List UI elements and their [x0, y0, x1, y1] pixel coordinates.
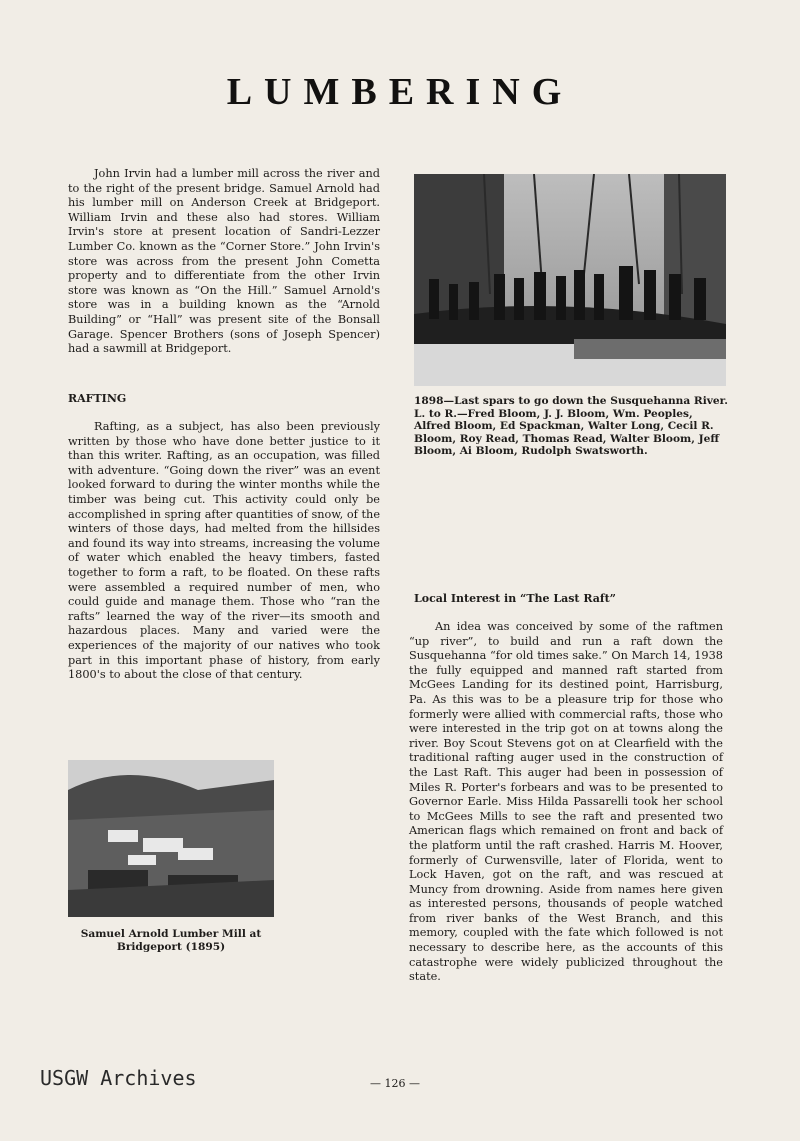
rafting-section — [68, 420, 380, 683]
rafting-paragraph: Rafting, as a subject, has also been previously written by those who have done better justice to it than this writer. Rafting, as an occupation, was filled with adventure. “Going down the river” was an event looked forward to during the winter months while the timber was being cut. This activity could only be accomplished in spring after quantities of snow, of the winters of those days, had melted from the hillsides and found its way into streams, increasing the volume of water which enabled the heavy timbers, fasted together to form a raft, to be floated. On these rafts were assembled a required number of men, who could guide and manage them. Those who “ran the rafts” learned the way of the river—its smooth and hazardous places. Many and varied were the experiences of the majority of our natives who took part in this important phase of history, from early 1800's to about the close of that century. — [68, 420, 380, 682]
last-spars-photo — [414, 174, 726, 386]
last-raft-heading: Local Interest in “The Last Raft” — [414, 592, 616, 605]
lumber-mill-caption-line1: Samuel Arnold Lumber Mill at — [80, 928, 262, 940]
last-spars-caption: 1898—Last spars to go down the Susquehanna River. L. to R.—Fred Bloom, J. J. Bloom, Wm. Peoples, Alfred Bloom, Ed Spackman, Walter Long, Cecil R. Bloom, Roy Read, Thomas Read, Walter Bloom, Jeff Bloom, Ai Bloom, Rudolph Swatsworth. — [414, 395, 728, 458]
page-title: LUMBERING — [226, 71, 574, 113]
intro-paragraph: John Irvin had a lumber mill across the river and to the right of the present bridge. Samuel Arnold had his lumber mill on Anderson Creek at Bridgeport. William Irvin and these also had stores. William Irvin's store at present location of Sandri-Lezzer Lumber Co. known as the “Corner Store.” John Irvin's store was across from the present John Cometta property and to differentiate from the other Irvin store was known as “On the Hill.” Samuel Arnold's store was in a building known as the “Arnold Building” or “Hall” was present site of the Bonsall Garage. Spencer Brothers (sons of Joseph Spencer) had a sawmill at Bridgeport. — [68, 167, 380, 356]
last-raft-section — [409, 620, 723, 985]
last-raft-paragraph: An idea was conceived by some of the raftmen “up river”, to build and run a raft down the Susquehanna “for old times sake.” On March 14, 1938 the fully equipped and manned raft started from McGees Landing for its destined point, Harrisburg, Pa. As this was to be a pleasure trip for those who formerly were allied with commercial rafts, those who were interested in the trip got on at towns along the river. Boy Scout Stevens got on at Clearfield with the traditional rafting auger used in the construction of the Last Raft. This auger had been in possession of Miles R. Porter's forbears and was to be presented to Governor Earle. Miss Hilda Passarelli took her school to McGees Mills to see the raft and presented two American flags which remained on front and back of the platform until the raft crashed. Harris M. Hoover, formerly of Curwensville, later of Florida, went to Lock Haven, got on the raft, and was rescued at Muncy from drowning. Aside from names here given as interested persons, thousands of people watched from river banks of the West Branch, and this memory, coupled with the fate which followed is not necessary to describe here, as the accounts of this catastrophe were widely publicized throughout the state. — [409, 620, 723, 984]
lumber-mill-caption — [68, 928, 274, 953]
rafting-heading: RAFTING — [68, 392, 127, 405]
page-number: — 126 — — [370, 1077, 420, 1090]
archive-watermark: USGW Archives — [40, 1066, 197, 1090]
lumber-mill-photo — [68, 760, 274, 917]
intro-section — [68, 167, 380, 357]
lumber-mill-caption-line2: Bridgeport (1895) — [116, 940, 226, 953]
